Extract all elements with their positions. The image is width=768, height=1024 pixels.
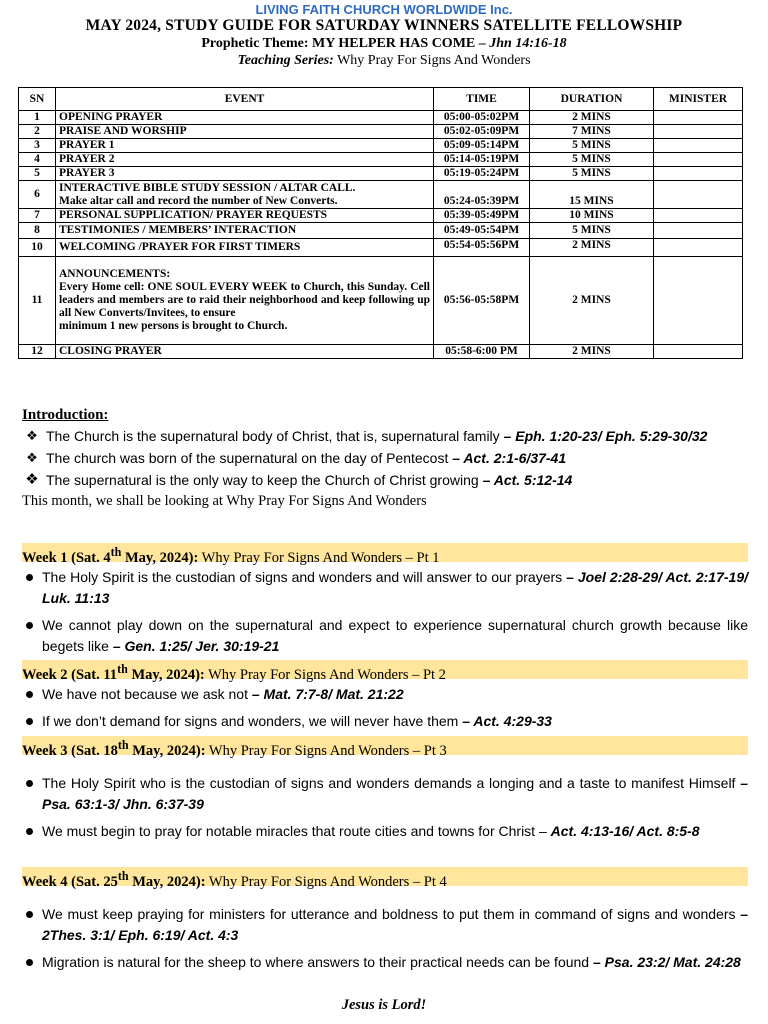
- week-topic: Why Pray For Signs And Wonders – Pt 3: [205, 742, 447, 759]
- table-row: [19, 223, 743, 239]
- row-sn: 7: [19, 209, 56, 223]
- row-time: 05:49-05:54PM: [434, 223, 530, 239]
- row-event: OPENING PRAYER: [56, 111, 434, 125]
- week-3-heading: [22, 736, 748, 759]
- week-bullet: [22, 684, 748, 705]
- week-label-date: May, 2024):: [128, 742, 206, 759]
- row-minister: [654, 167, 743, 181]
- table-row: [19, 167, 743, 181]
- row-event: [56, 181, 434, 209]
- program-schedule-table: [18, 87, 743, 359]
- bullet-text: The church was born of the supernatural on the day of Pentecost: [46, 450, 449, 466]
- scripture-ref: – Psa. 63:1-3/ Jhn. 6:37-39: [42, 775, 748, 812]
- row-duration: 2 MINS: [530, 111, 654, 125]
- row-minister: [654, 125, 743, 139]
- row-sn: 12: [19, 345, 56, 359]
- scripture-ref: Act. 4:13-16/ Act. 8:5-8: [550, 823, 700, 839]
- row-sn: 11: [19, 257, 56, 345]
- prophetic-theme: [0, 35, 768, 52]
- row-minister: [654, 345, 743, 359]
- week-ordinal: th: [117, 738, 129, 752]
- row-minister: [654, 153, 743, 167]
- row-time: 05:56-05:58PM: [434, 257, 530, 345]
- bullet-text: The Holy Spirit who is the custodian of signs and wonders demands a longing and a taste to manifest Himself: [42, 775, 741, 791]
- teaching-series: [0, 52, 768, 69]
- row-sn: 10: [19, 239, 56, 257]
- table-header-row: [19, 88, 743, 111]
- row-event: PRAYER 2: [56, 153, 434, 167]
- diamond-bullet-icon: ❖: [26, 428, 38, 443]
- col-header-time: TIME: [434, 88, 530, 111]
- row-duration: 2 MINS: [530, 239, 654, 257]
- announcements-tail: minimum 1 new persons is brought to Church.: [59, 320, 288, 332]
- row-minister: [654, 257, 743, 345]
- table-row: [19, 345, 743, 359]
- theme-ref: Jhn 14:16-18: [489, 36, 567, 51]
- scripture-ref: – Eph. 1:20-23/ Eph. 5:29-30/32: [503, 428, 708, 444]
- scripture-ref: – Act. 5:12-14: [482, 472, 573, 488]
- col-header-event: EVENT: [56, 88, 434, 111]
- col-header-sn: SN: [19, 88, 56, 111]
- week-topic: Why Pray For Signs And Wonders – Pt 2: [204, 666, 446, 683]
- scripture-ref: – Joel 2:28-29/ Act. 2:17-19/ Luk. 11:13: [42, 569, 749, 606]
- row-time: 05:24-05:39PM: [434, 181, 530, 209]
- row-event: PRAISE AND WORSHIP: [56, 125, 434, 139]
- week-label: Week 4 (Sat. 25: [22, 873, 118, 890]
- series-value: Why Pray For Signs And Wonders: [337, 53, 531, 68]
- row-duration: 2 MINS: [530, 257, 654, 345]
- row-minister: [654, 209, 743, 223]
- table-row: [19, 125, 743, 139]
- intro-closing-line: This month, we shall be looking at Why Pray For Signs And Wonders: [22, 493, 427, 509]
- table-row: [19, 139, 743, 153]
- week-label-date: May, 2024):: [128, 873, 206, 890]
- week-2-heading: [22, 660, 748, 683]
- row-sn: 8: [19, 223, 56, 239]
- intro-bullet: [22, 470, 750, 490]
- bullet-dot-icon: [26, 911, 33, 918]
- announcements-body: Every Home cell: ONE SOUL EVERY WEEK to Church, this Sunday. Cell leaders and members are to raid their neighborhood and keep following up all New Converts/Invitees, to ensure: [59, 281, 430, 319]
- col-header-duration: DURATION: [530, 88, 654, 111]
- table-row: [19, 111, 743, 125]
- intro-bullet: [22, 448, 750, 468]
- week-4-heading: [22, 867, 748, 890]
- row-event: PRAYER 1: [56, 139, 434, 153]
- intro-bullet: [22, 426, 750, 446]
- table-row: [19, 181, 743, 209]
- row-time: 05:58-6:00 PM: [434, 345, 530, 359]
- row-event-title: INTERACTIVE BIBLE STUDY SESSION / ALTAR CALL.: [59, 181, 356, 194]
- diamond-bullet-icon: ❖: [25, 471, 39, 488]
- row-duration: 7 MINS: [530, 125, 654, 139]
- bullet-dot-icon: [26, 828, 33, 835]
- row-event: CLOSING PRAYER: [56, 345, 434, 359]
- bullet-text: The Holy Spirit is the custodian of signs and wonders and will answer to our prayers: [42, 569, 567, 585]
- row-sn: 5: [19, 167, 56, 181]
- week-topic: Why Pray For Signs And Wonders – Pt 4: [205, 873, 447, 890]
- week-4-body: [22, 904, 748, 979]
- week-label-date: May, 2024):: [121, 549, 199, 566]
- announcements-heading: ANNOUNCEMENTS:: [59, 268, 171, 280]
- week-ordinal: th: [117, 869, 129, 883]
- row-sn: 3: [19, 139, 56, 153]
- scripture-ref: – Act. 2:1-6/37-41: [452, 450, 567, 466]
- row-minister: [654, 239, 743, 257]
- row-duration: 10 MINS: [530, 209, 654, 223]
- row-duration: 5 MINS: [530, 167, 654, 181]
- church-name: LIVING FAITH CHURCH WORLDWIDE Inc.: [255, 2, 513, 17]
- theme-label: Prophetic Theme: MY HELPER HAS COME –: [201, 36, 486, 51]
- row-event: PERSONAL SUPPLICATION/ PRAYER REQUESTS: [56, 209, 434, 223]
- document-header: [0, 0, 768, 69]
- week-bullet: [22, 773, 748, 815]
- week-bullet: [22, 711, 748, 732]
- scripture-ref: – Mat. 7:7-8/ Mat. 21:22: [251, 686, 404, 702]
- guide-title: MAY 2024, STUDY GUIDE FOR SATURDAY WINNERS SATELLITE FELLOWSHIP: [85, 17, 683, 34]
- week-bullet: [22, 821, 748, 842]
- bullet-text: We must begin to pray for notable miracles that route cities and towns for Christ –: [42, 823, 551, 839]
- week-topic: Why Pray For Signs And Wonders – Pt 1: [198, 549, 440, 566]
- introduction-section: [22, 406, 750, 511]
- week-ordinal: th: [117, 662, 128, 676]
- week-bullet: [22, 904, 748, 946]
- week-label: Week 1 (Sat. 4: [22, 549, 111, 566]
- col-header-minister: MINISTER: [654, 88, 743, 111]
- bullet-text: The supernatural is the only way to keep the Church of Christ growing: [46, 472, 479, 488]
- week-label: Week 3 (Sat. 18: [22, 742, 118, 759]
- closing-declaration: Jesus is Lord!: [341, 997, 427, 1013]
- bullet-dot-icon: [26, 959, 33, 966]
- scripture-ref: – 2Thes. 3:1/ Eph. 6:19/ Act. 4:3: [42, 906, 748, 943]
- row-time: 05:14-05:19PM: [434, 153, 530, 167]
- week-ordinal: th: [110, 545, 122, 559]
- week-bullet: [22, 615, 748, 657]
- row-duration: 2 MINS: [530, 345, 654, 359]
- bullet-text: Migration is natural for the sheep to where answers to their practical needs can be found: [42, 954, 593, 970]
- row-time: 05:02-05:09PM: [434, 125, 530, 139]
- row-sn: 1: [19, 111, 56, 125]
- bullet-text: We must keep praying for ministers for utterance and boldness to put them in command of signs and wonders: [42, 906, 741, 922]
- bullet-text: The Church is the supernatural body of Christ, that is, supernatural family: [46, 428, 500, 444]
- row-event-note: Make altar call and record the number of New Converts.: [59, 194, 338, 207]
- week-bullet: [22, 567, 748, 609]
- series-label: Teaching Series:: [237, 53, 334, 68]
- bullet-text: We cannot play down on the supernatural and expect to experience supernatural church growth because like begets like: [42, 617, 748, 654]
- bullet-text: If we don’t demand for signs and wonders, we will never have them: [42, 713, 463, 729]
- bullet-dot-icon: [26, 780, 33, 787]
- row-sn: 6: [19, 181, 56, 209]
- bullet-text: We have not because we ask not: [42, 686, 252, 702]
- row-time: 05:54-05:56PM: [434, 239, 530, 257]
- scripture-ref: – Act. 4:29-33: [462, 713, 552, 729]
- row-duration: 5 MINS: [530, 223, 654, 239]
- table-row: [19, 257, 743, 345]
- table-row: [19, 239, 743, 257]
- row-minister: [654, 139, 743, 153]
- row-sn: 2: [19, 125, 56, 139]
- week-1-heading: [22, 543, 748, 566]
- row-minister: [654, 181, 743, 209]
- row-event: TESTIMONIES / MEMBERS’ INTERACTION: [56, 223, 434, 239]
- row-time: 05:19-05:24PM: [434, 167, 530, 181]
- bullet-dot-icon: [26, 691, 33, 698]
- row-time: 05:39-05:49PM: [434, 209, 530, 223]
- bullet-dot-icon: [26, 718, 33, 725]
- bullet-dot-icon: [26, 622, 33, 629]
- row-duration: 5 MINS: [530, 153, 654, 167]
- row-duration: 5 MINS: [530, 139, 654, 153]
- week-label: Week 2 (Sat. 11: [22, 666, 118, 683]
- week-bullet: [22, 952, 748, 973]
- row-minister: [654, 223, 743, 239]
- bullet-dot-icon: [26, 574, 33, 581]
- row-event: WELCOMING /PRAYER FOR FIRST TIMERS: [56, 239, 434, 257]
- table-row: [19, 209, 743, 223]
- week-3-body: [22, 773, 748, 848]
- row-time: 05:00-05:02PM: [434, 111, 530, 125]
- introduction-heading: Introduction:: [22, 407, 109, 423]
- row-sn: 4: [19, 153, 56, 167]
- week-1-body: [22, 567, 748, 663]
- table-row: [19, 153, 743, 167]
- row-minister: [654, 111, 743, 125]
- scripture-ref: – Psa. 23:2/ Mat. 24:28: [592, 954, 741, 970]
- scripture-ref: – Gen. 1:25/ Jer. 30:19-21: [112, 638, 280, 654]
- week-label-date: May, 2024):: [127, 666, 205, 683]
- diamond-bullet-icon: ❖: [26, 450, 38, 465]
- row-time: 05:09-05:14PM: [434, 139, 530, 153]
- row-event: PRAYER 3: [56, 167, 434, 181]
- week-2-body: [22, 684, 748, 738]
- row-event: [56, 257, 434, 345]
- row-duration: 15 MINS: [530, 181, 654, 209]
